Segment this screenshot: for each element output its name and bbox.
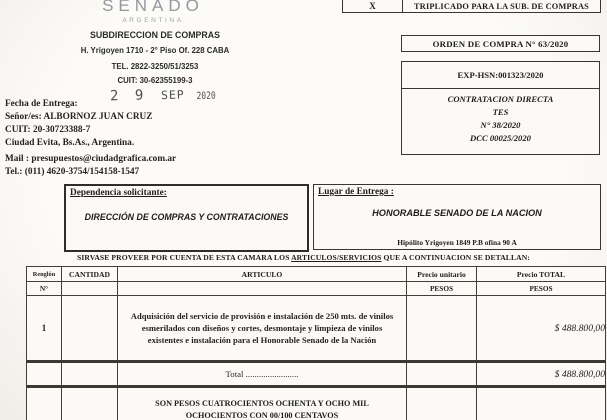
expediente-box	[401, 61, 600, 155]
total-label: Total ........................	[118, 362, 407, 387]
requesting-unit-value: DIRECCIÓN DE COMPRAS Y CONTRATACIONES	[84, 212, 289, 222]
issuer-block	[45, 30, 265, 85]
item-articulo: Adquisición del servicio de provisión e instalación de 250 mts. de vinilos esmerilados con diseños y cortes, desmontaje y limpieza de vinilos existentes e instalación para el Honorable Senado de la Nación	[118, 296, 407, 362]
table-header-row-1	[27, 267, 606, 282]
contract-line: DCC 00025/2020	[470, 133, 531, 143]
delivery-place-label: Lugar de Entrega :	[318, 187, 394, 197]
issuer-phone: TEL. 2822-3250/51/3253	[111, 62, 199, 71]
instruction-underlined: ARTICULOS/SERVICIOS	[291, 253, 382, 262]
delivery-date-label: Fecha de Entrega:	[5, 99, 78, 109]
item-renglon: 1	[27, 296, 62, 362]
contract-line: TES	[492, 107, 509, 117]
items-table	[26, 266, 606, 420]
header-renglon-n: N°	[27, 282, 62, 296]
requesting-unit-label: Dependencia solicitante:	[70, 188, 167, 198]
delivery-place-address: Hipólito Yrigoyen 1849 P.B ofina 90 A	[397, 238, 517, 247]
stamp-year: 2020	[196, 90, 217, 103]
issuer-department: SUBDIRECCION DE COMPRAS	[89, 30, 220, 40]
total-amount: $ 488.800,00	[477, 362, 606, 387]
item-precio-unitario	[407, 296, 477, 362]
contract-line: CONTRATACION DIRECTA	[447, 94, 554, 104]
header-cantidad-sub	[62, 282, 118, 296]
issuer-address: H. Yrigoyen 1710 - 2° Piso Of. 228 CABA	[80, 46, 230, 55]
requesting-unit-box	[64, 184, 309, 252]
table-row	[27, 296, 606, 362]
senado-logo	[92, 0, 214, 24]
amount-in-words-row	[27, 387, 606, 420]
vendor-mail: Mail : presupuestos@ciudadgrafica.com.ar	[5, 154, 177, 164]
vendor-tel: Tel.: (011) 4620-3754/154158-1547	[5, 167, 140, 177]
header-unitario-pesos: PESOS	[407, 282, 477, 296]
instruction-prefix: SIRVASE PROVEER POR CUENTA DE ESTA CAMARA LOS	[77, 253, 292, 262]
instruction-suffix: QUE A CONTINUACION SE DETALLAN:	[381, 253, 530, 262]
table-header-row-2	[27, 282, 606, 296]
header-total-pesos: PESOS	[477, 282, 606, 296]
contract-type-block	[402, 89, 599, 145]
header-precio-total: Precio TOTAL	[477, 267, 606, 282]
stamp-day: 2 9	[109, 87, 148, 105]
expediente-number: EXP-HSN:001323/2020	[402, 62, 599, 89]
copy-mark: X	[343, 0, 403, 12]
vendor-cuit: CUIT: 20-30723388-7	[5, 125, 91, 135]
logo-title: SENADO	[102, 0, 204, 15]
item-precio-total: $ 488.800,00	[477, 296, 606, 362]
stamp-month: SEP	[160, 87, 185, 103]
header-articulo: ARTICULO	[118, 267, 407, 282]
instruction-line	[0, 253, 607, 262]
delivery-place-box	[313, 184, 601, 250]
vendor-city: Ciudad Evita, Bs.As., Argentina.	[5, 138, 135, 148]
amount-in-words: SON PESOS CUATROCIENTOS OCHENTA Y OCHO MIL OCHOCIENTOS CON 00/100 CENTAVOS	[118, 387, 407, 420]
header-precio-unitario: Precio unitario	[407, 267, 477, 282]
header-articulo-sub	[118, 282, 407, 296]
order-number-box: ORDEN DE COMPRA N° 63/2020	[401, 35, 600, 52]
issuer-cuit: CUIT: 30-62355199-3	[117, 76, 193, 85]
header-cantidad: CANTIDAD	[62, 267, 118, 282]
vendor-block	[5, 98, 176, 179]
vendor-name: Señor/es: ALBORNOZ JUAN CRUZ	[5, 112, 153, 122]
table-total-row	[27, 362, 606, 387]
copy-label: TRIPLICADO PARA LA SUB. DE COMPRAS	[414, 2, 589, 11]
logo-subtitle: ARGENTINA	[122, 17, 184, 24]
header-renglon: Renglón	[27, 267, 62, 282]
contract-line: N° 38/2020	[480, 120, 521, 130]
delivery-place-value: HONORABLE SENADO DE LA NACION	[372, 208, 542, 218]
copy-type-banner	[342, 0, 601, 13]
item-cantidad	[62, 296, 118, 362]
